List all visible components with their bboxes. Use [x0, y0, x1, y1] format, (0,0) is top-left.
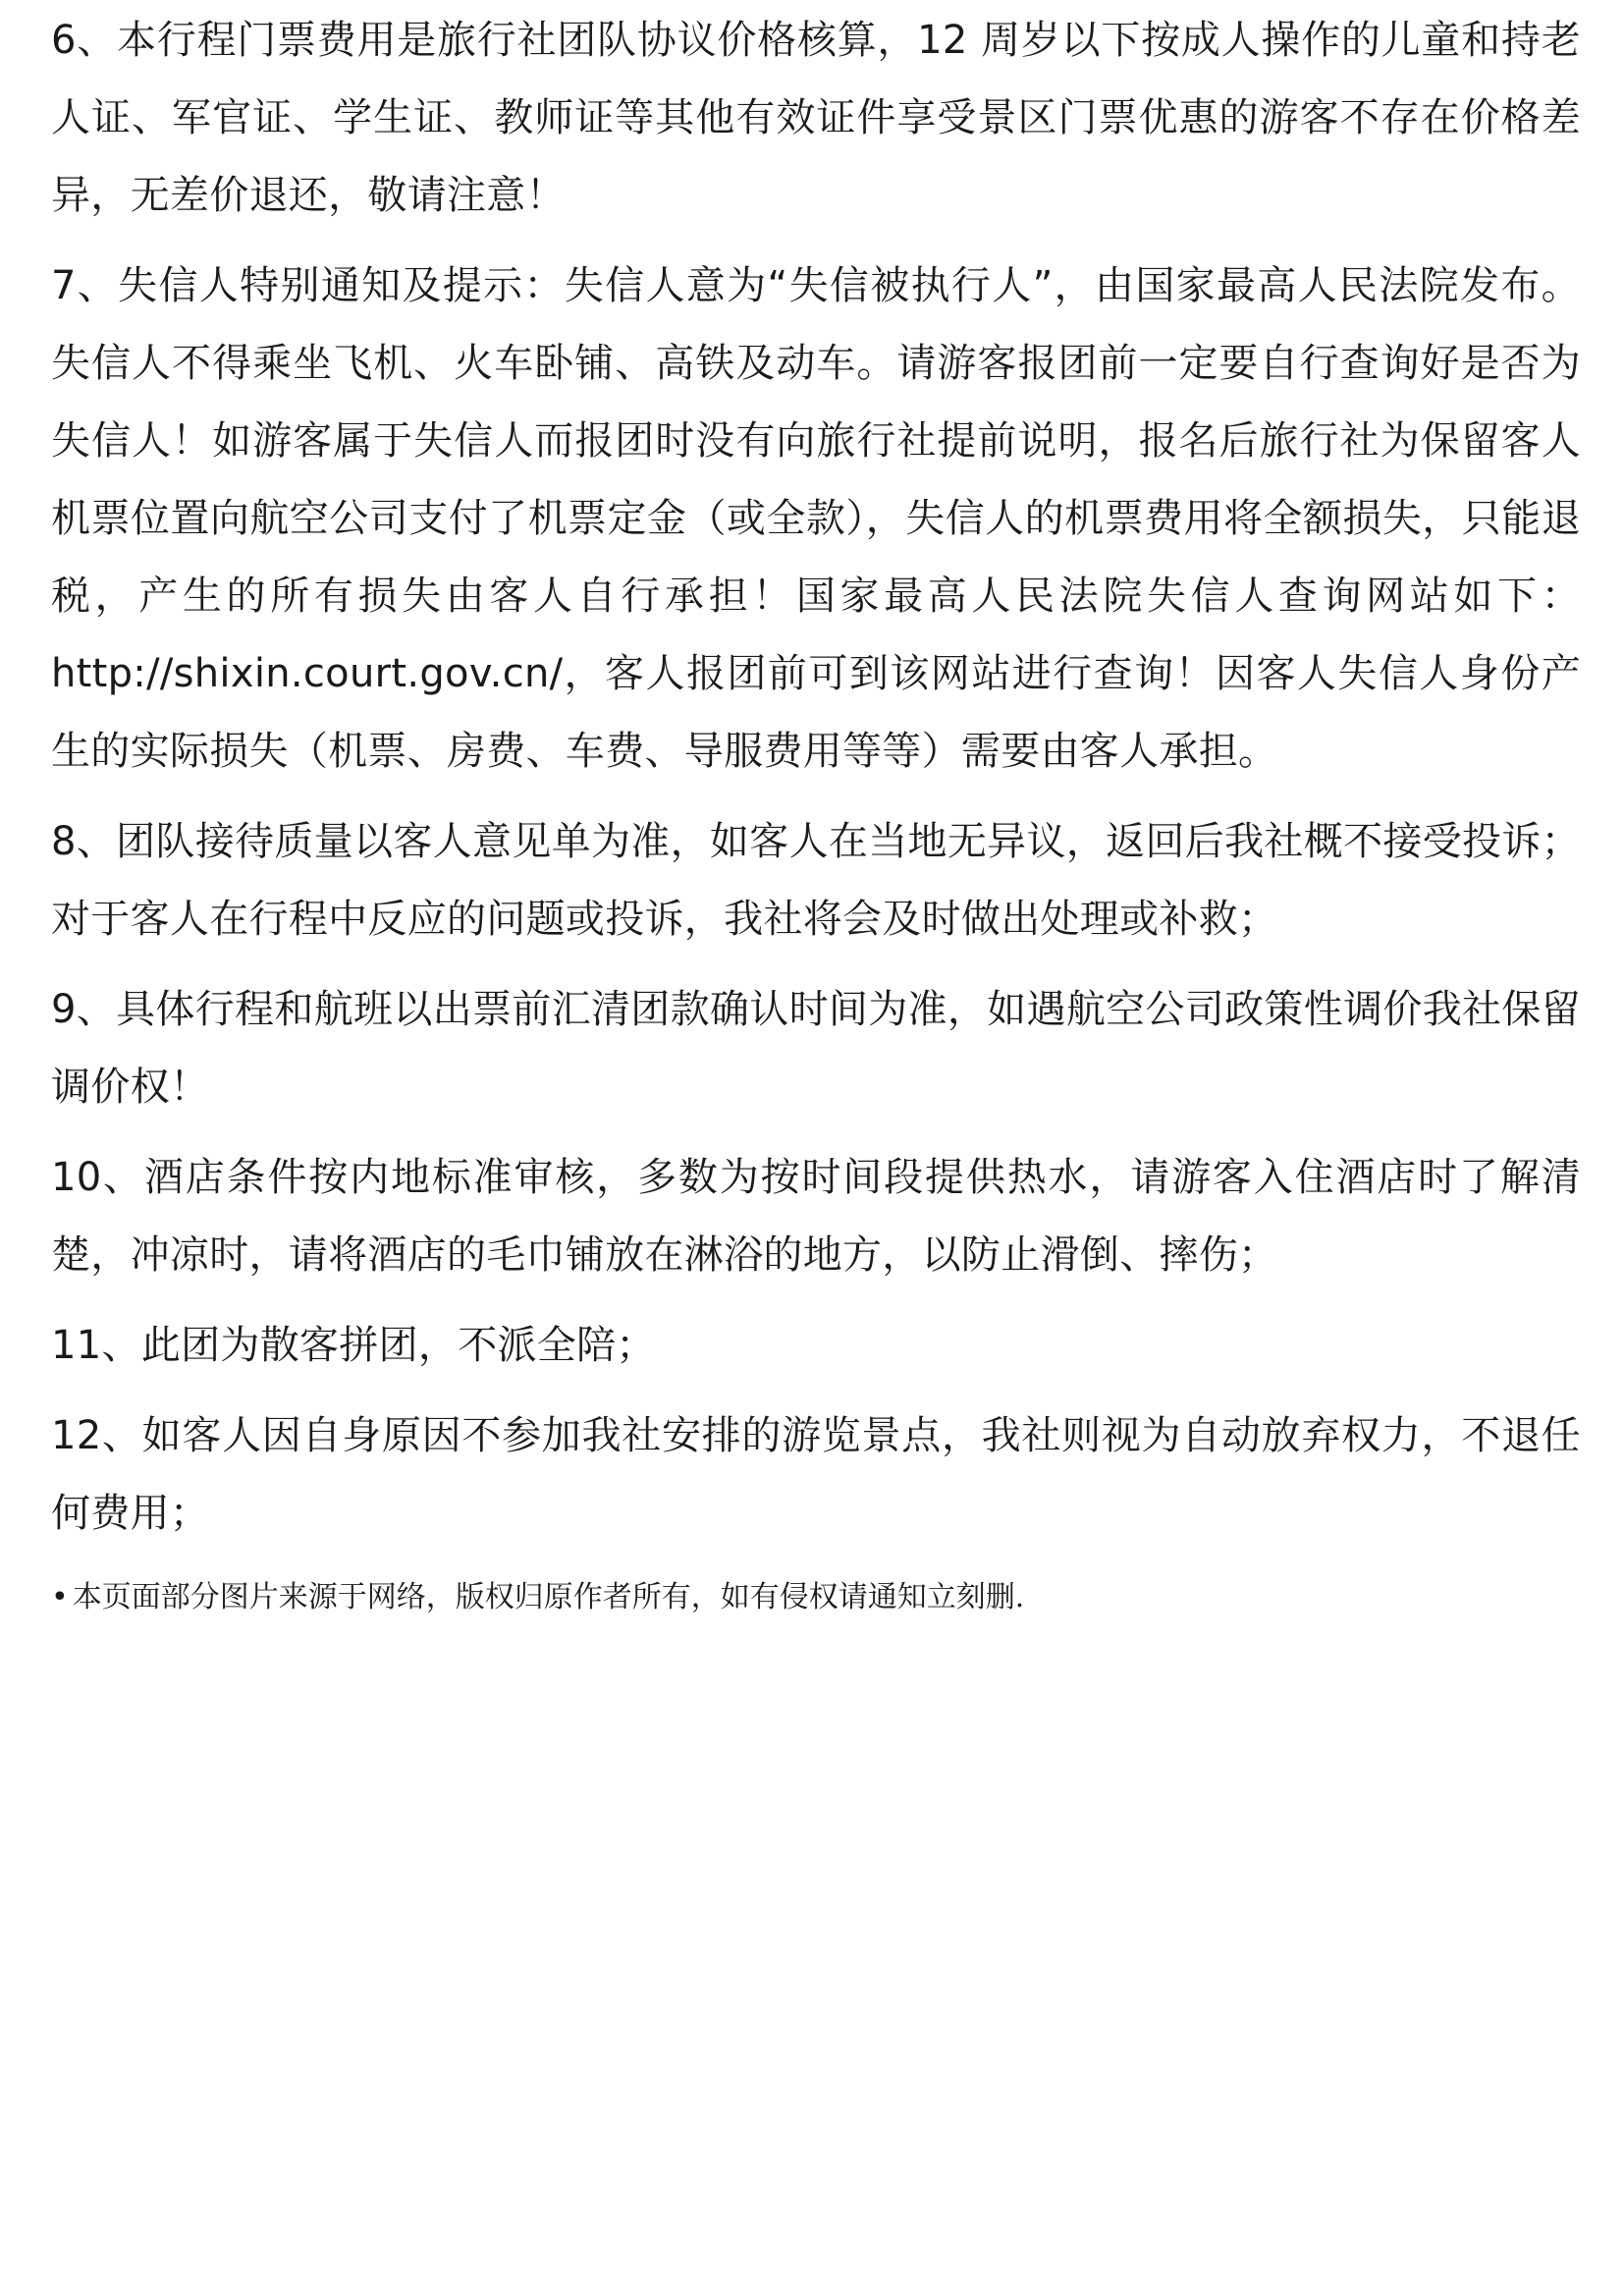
clause-12: [51, 1397, 1581, 1553]
clause-text-continued: ，客人报团前可到该网站进行查询！因客人失信人身份产生的实际损失（机票、房费、车费、导服费用等等）需要由客人承担。: [51, 651, 1581, 774]
clause-9: [51, 971, 1581, 1126]
clause-text: 此团为散客拼团，不派全陪；: [140, 1323, 656, 1368]
bullet-icon: •: [51, 1580, 69, 1614]
clause-11: [51, 1307, 1581, 1385]
footnote-text: 本页面部分图片来源于网络，版权归原作者所有，如有侵权请通知立刻删.: [72, 1580, 1025, 1614]
clause-6: [51, 2, 1581, 235]
clause-text: 酒店条件按内地标准审核，多数为按时间段提供热水，请游客入住酒店时了解清楚，冲凉时，请将酒店的毛巾铺放在淋浴的地方，以防止滑倒、摔伤；: [51, 1155, 1581, 1278]
document-page: [51, 0, 1581, 2296]
clause-10: [51, 1139, 1581, 1294]
clause-text: 失信人特别通知及提示：失信人意为“失信被执行人”，由国家最高人民法院发布。失信人不得乘坐飞机、火车卧铺、高铁及动车。请游客报团前一定要自行查询好是否为失信人！如游客属于失信人而报团时没有向旅行社提前说明，报名后旅行社为保留客人机票位置向航空公司支付了机票定金（或全款），失信人的机票费用将全额损失，只能退税，产生的所有损失由客人自行承担！国家最高人民法院失信人查询网站如下：: [51, 263, 1581, 619]
clause-number: 12、: [51, 1413, 142, 1458]
clause-number: 6、: [51, 18, 117, 63]
clause-number: 7、: [51, 263, 119, 308]
copyright-footnote: [51, 1574, 1581, 1621]
clause-number: 10、: [51, 1155, 144, 1200]
clause-number: 9、: [51, 987, 117, 1032]
clause-7: [51, 247, 1581, 791]
clause-text: 本行程门票费用是旅行社团队协议价格核算，12 周岁以下按成人操作的儿童和持老人证、军官证、学生证、教师证等其他有效证件享受景区门票优惠的游客不存在价格差异，无差价退还，敬请注意！: [51, 18, 1581, 218]
clause-text: 团队接待质量以客人意见单为准，如客人在当地无异议，返回后我社概不接受投诉；对于客人在行程中反应的问题或投诉，我社将会及时做出处理或补救；: [51, 819, 1581, 942]
terms-clauses: [51, 0, 1581, 1553]
clause-8: [51, 803, 1581, 958]
clause-text: 具体行程和航班以出票前汇清团款确认时间为准，如遇航空公司政策性调价我社保留调价权！: [51, 987, 1581, 1110]
clause-number: 8、: [51, 819, 117, 864]
court-website-link[interactable]: http://shixin.court.gov.cn/: [51, 651, 564, 696]
clause-text: 如客人因自身原因不参加我社安排的游览景点，我社则视为自动放弃权力，不退任何费用；: [51, 1413, 1581, 1536]
clause-number: 11、: [51, 1323, 141, 1368]
